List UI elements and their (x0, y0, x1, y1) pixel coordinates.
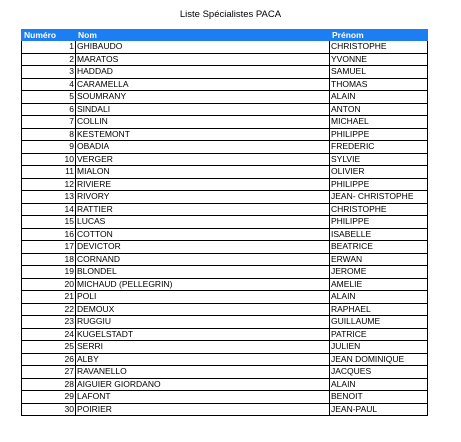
cell-nom: KESTEMONT (76, 128, 330, 141)
table-row (22, 53, 428, 66)
cell-nom: LAFONT (76, 391, 330, 404)
cell-prenom: RAPHAEL (330, 303, 428, 316)
table-row (22, 391, 428, 404)
column-header-nom: Nom (76, 30, 330, 41)
cell-prenom: THOMAS (330, 78, 428, 91)
cell-numero: 5 (22, 91, 76, 104)
page-title: Liste Spécialistes PACA (179, 9, 282, 20)
cell-nom: OBADIA (76, 141, 330, 154)
cell-numero: 15 (22, 216, 76, 229)
cell-numero: 20 (22, 278, 76, 291)
cell-numero: 23 (22, 316, 76, 329)
cell-prenom: PHILIPPE (330, 216, 428, 229)
cell-prenom: JEAN- CHRISTOPHE (330, 191, 428, 204)
table-row (22, 91, 428, 104)
table-row (22, 41, 428, 54)
cell-prenom: ISABELLE (330, 228, 428, 241)
table-row (22, 78, 428, 91)
cell-numero: 2 (22, 53, 76, 66)
table-body (22, 41, 428, 416)
cell-numero: 27 (22, 366, 76, 379)
cell-nom: GHIBAUDO (76, 41, 330, 54)
cell-nom: CARAMELLA (76, 78, 330, 91)
cell-prenom: SYLVIE (330, 153, 428, 166)
column-header-prenom: Prénom (330, 30, 428, 41)
cell-prenom: JACQUES (330, 366, 428, 379)
cell-prenom: JEROME (330, 266, 428, 279)
table-row (22, 266, 428, 279)
cell-nom: RATTIER (76, 203, 330, 216)
table-row (22, 153, 428, 166)
table-row (22, 278, 428, 291)
cell-numero: 6 (22, 103, 76, 116)
cell-numero: 12 (22, 178, 76, 191)
table-row (22, 103, 428, 116)
cell-nom: SINDALI (76, 103, 330, 116)
cell-nom: POLI (76, 291, 330, 304)
cell-nom: VERGER (76, 153, 330, 166)
cell-numero: 24 (22, 328, 76, 341)
cell-nom: DEVICTOR (76, 241, 330, 254)
table-row (22, 228, 428, 241)
cell-nom: COLLIN (76, 116, 330, 129)
cell-prenom: ANTON (330, 103, 428, 116)
cell-numero: 14 (22, 203, 76, 216)
cell-nom: KUGELSTADT (76, 328, 330, 341)
cell-prenom: YVONNE (330, 53, 428, 66)
cell-prenom: BEATRICE (330, 241, 428, 254)
cell-numero: 4 (22, 78, 76, 91)
cell-prenom: JULIEN (330, 341, 428, 354)
cell-numero: 9 (22, 141, 76, 154)
cell-numero: 30 (22, 403, 76, 416)
cell-prenom: ALAIN (330, 378, 428, 391)
table-row (22, 353, 428, 366)
cell-prenom: MICHAEL (330, 116, 428, 129)
table-row (22, 141, 428, 154)
cell-nom: MARATOS (76, 53, 330, 66)
table-row (22, 241, 428, 254)
table-row (22, 328, 428, 341)
cell-nom: ALBY (76, 353, 330, 366)
cell-prenom: AMELIE (330, 278, 428, 291)
cell-numero: 16 (22, 228, 76, 241)
table-row (22, 203, 428, 216)
cell-prenom: PHILIPPE (330, 128, 428, 141)
cell-nom: LUCAS (76, 216, 330, 229)
cell-numero: 22 (22, 303, 76, 316)
cell-nom: RIVIERE (76, 178, 330, 191)
cell-nom: BLONDEL (76, 266, 330, 279)
cell-numero: 17 (22, 241, 76, 254)
cell-numero: 29 (22, 391, 76, 404)
cell-numero: 18 (22, 253, 76, 266)
table-row (22, 253, 428, 266)
cell-numero: 3 (22, 66, 76, 79)
cell-numero: 21 (22, 291, 76, 304)
cell-prenom: JEAN-PAUL (330, 403, 428, 416)
table-row (22, 191, 428, 204)
cell-nom: CORNAND (76, 253, 330, 266)
cell-nom: POIRIER (76, 403, 330, 416)
cell-nom: HADDAD (76, 66, 330, 79)
cell-prenom: CHRISTOPHE (330, 203, 428, 216)
cell-numero: 28 (22, 378, 76, 391)
cell-numero: 7 (22, 116, 76, 129)
cell-prenom: FREDERIC (330, 141, 428, 154)
cell-prenom: ERWAN (330, 253, 428, 266)
cell-nom: MICHAUD (PELLEGRIN) (76, 278, 330, 291)
table-row (22, 216, 428, 229)
cell-nom: COTTON (76, 228, 330, 241)
cell-nom: RAVANELLO (76, 366, 330, 379)
cell-numero: 26 (22, 353, 76, 366)
table-row (22, 303, 428, 316)
cell-numero: 19 (22, 266, 76, 279)
cell-numero: 8 (22, 128, 76, 141)
table-row (22, 316, 428, 329)
cell-nom: SOUMRANY (76, 91, 330, 104)
cell-nom: DEMOUX (76, 303, 330, 316)
cell-nom: RIVORY (76, 191, 330, 204)
cell-nom: RUGGIU (76, 316, 330, 329)
cell-prenom: CHRISTOPHE (330, 41, 428, 54)
cell-prenom: ALAIN (330, 291, 428, 304)
cell-prenom: JEAN DOMINIQUE (330, 353, 428, 366)
cell-prenom: SAMUEL (330, 66, 428, 79)
table-row (22, 378, 428, 391)
cell-prenom: OLIVIER (330, 166, 428, 179)
cell-prenom: PATRICE (330, 328, 428, 341)
cell-nom: MIALON (76, 166, 330, 179)
cell-numero: 13 (22, 191, 76, 204)
table-row (22, 66, 428, 79)
table-row (22, 128, 428, 141)
table-row (22, 291, 428, 304)
table-row (22, 366, 428, 379)
cell-prenom: BENOIT (330, 391, 428, 404)
column-header-numero: Numéro (22, 30, 76, 41)
cell-prenom: PHILIPPE (330, 178, 428, 191)
cell-numero: 10 (22, 153, 76, 166)
table-row (22, 341, 428, 354)
cell-prenom: ALAIN (330, 91, 428, 104)
cell-nom: SERRI (76, 341, 330, 354)
cell-nom: AIGUIER GIORDANO (76, 378, 330, 391)
table-row (22, 178, 428, 191)
table-row (22, 403, 428, 416)
specialists-table (21, 29, 428, 416)
table-row (22, 166, 428, 179)
cell-numero: 25 (22, 341, 76, 354)
cell-numero: 1 (22, 41, 76, 54)
cell-prenom: GUILLAUME (330, 316, 428, 329)
table-row (22, 116, 428, 129)
cell-numero: 11 (22, 166, 76, 179)
table-header-row (22, 30, 428, 41)
